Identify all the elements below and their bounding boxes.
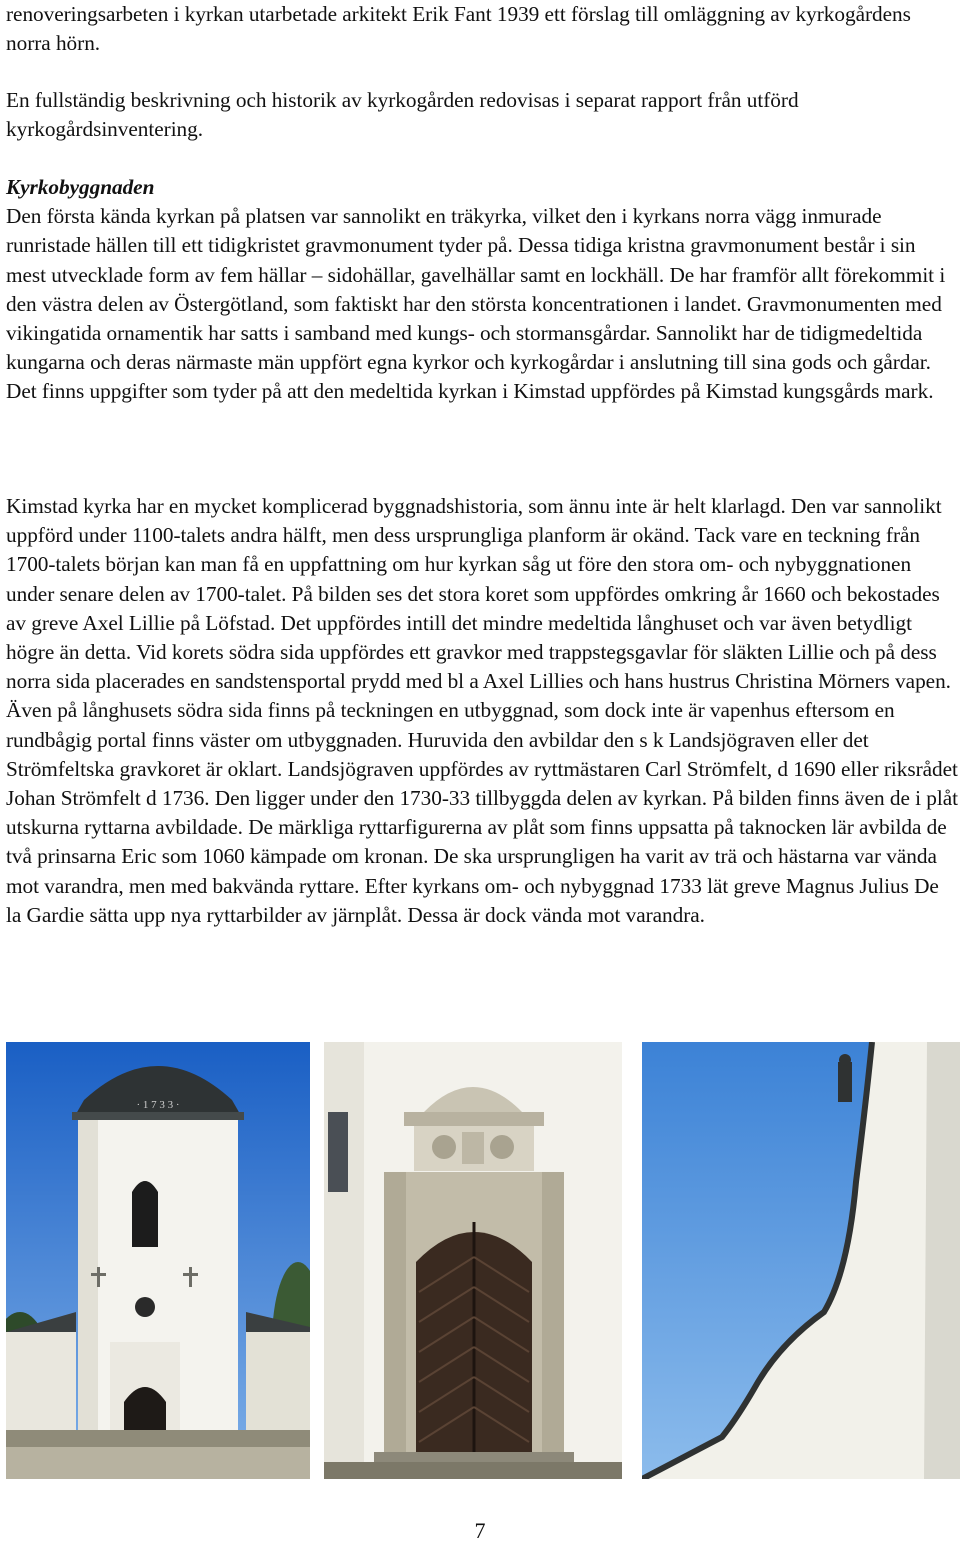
paragraph-intro: renoveringsarbeten i kyrkan utarbetade arkitekt Erik Fant 1939 ett förslag till omläggning av kyrkogårdens norra hörn. [6,2,911,56]
paragraph-first-church: Den första kända kyrkan på platsen var sannolikt en träkyrka, vilket den i kyrkans norra vägg inmurade runristade hällen till ett tidigkristet gravmonument tyder på. Dessa tidiga kristna gravmonument består i sin mest utvecklade form av fem hällar – sidohällar, gavelhällar samt en lockhäll. De har framför allt förekommit i den västra delen av Östergötland, som faktiskt har den största koncentrationen i landet. Gravmonumenten med vikingatida ornamentik har satts i samband med kungs- och stormansgårdar. Sannolikt har de tidigmedeltida kungarna och deras närmaste män uppfört egna kyrkor och kyrkogårdar i anslutning till sina gods och gårdar. Det finns uppgifter som tyder på att den medeltida kyrkan i Kimstad uppfördes på Kimstad kungsgårds mark. [6,204,946,404]
portal-photo [324,1042,622,1479]
photo-strip [6,1042,960,1479]
section-heading: Kyrkobyggnaden [6,175,155,199]
paragraph-cemetery: En fullständig beskrivning och historik av kyrkogården redovisas i separat rapport från utförd kyrkogårdsinventering. [6,88,799,142]
section-church-building [6,173,958,407]
paragraph-history: Kimstad kyrka har en mycket komplicerad byggnadshistoria, som ännu inte är helt klarlagd. Den var sannolikt uppförd under 1100-talets andra hälft, men dess ursprungliga planform är okänd. Tack vare en teckning från 1700-talets början kan man få en uppfattning om hur kyrkan såg ut före den stora om- och nybyggnationen under senare delen av 1700-talet. På bilden ses det stora koret som uppfördes omkring år 1660 och bekostades av greve Axel Lillie på Löfstad. Det uppfördes intill det mindre medeltida långhuset och var även betydligt högre än detta. Vid korets södra sida uppfördes ett gravkor med trappstegsgavlar för släkten Lillie och på dess norra sida placerades en sandstensportal prydd med bl a Axel Lillies och hans hustrus Christina Mörners vapen. Även på långhusets södra sida finns på teckningen en utbyggnad, som dock inte är vapenhus eftersom en rundbågig portal finns väster om utbyggnaden. Huruvida den avbildar den s k Landsjögraven eller det Strömfeltska gravkoret är oklart. Landsjögraven uppfördes av ryttmästaren Carl Strömfelt, d 1690 eller riksrådet Johan Strömfelt d 1736. Den ligger under den 1730-33 tillbyggda delen av kyrkan. På bilden finns även de i plåt utskurna ryttarna avbildade. De märkliga ryttarfigurerna av plåt som finns uppsatta på taknocken lär avbilda de två prinsarna Eric som 1060 kämpade om kronan. De ska ursprungligen ha varit av trä och hästarna var vända mot varandra, men med bakvända ryttare. Efter kyrkans om- och nybyggnad 1733 lät greve Magnus Julius De la Gardie sätta upp nya ryttarbilder av järnplåt. Dessa är dock vända mot varandra. [6,494,959,927]
page-number: 7 [474,1518,486,1543]
gable-photo [642,1042,960,1479]
church-tower-photo [6,1042,310,1479]
tower-inscription: · 1 7 3 3 · [136,1099,180,1111]
